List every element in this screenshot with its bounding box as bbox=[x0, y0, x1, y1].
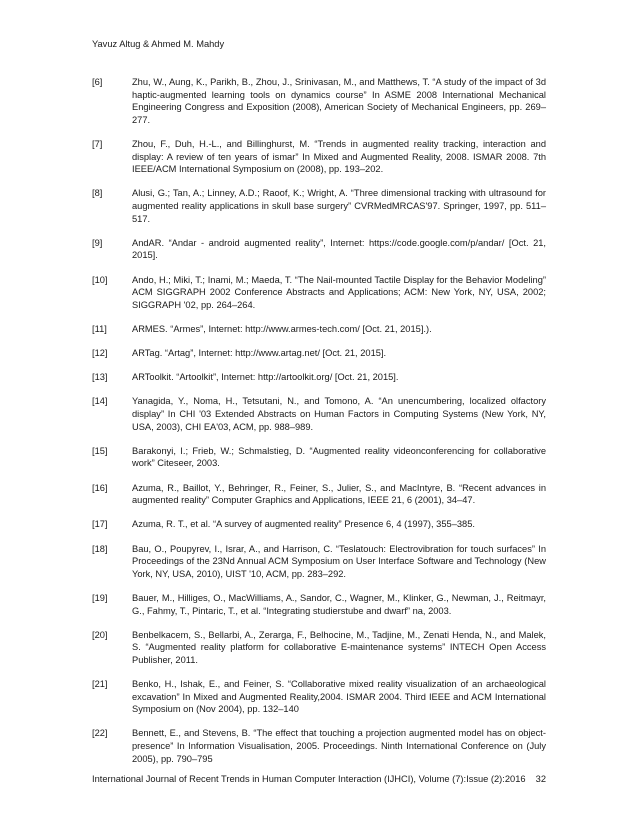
reference-number: [15] bbox=[92, 445, 108, 456]
reference-text: ARToolkit. “Artoolkit”, Internet: http://artoolkit.org/ [Oct. 21, 2015]. bbox=[132, 372, 399, 383]
running-footer bbox=[92, 773, 546, 785]
reference-item bbox=[92, 482, 546, 507]
reference-item bbox=[92, 76, 546, 126]
reference-text: Azuma, R., Baillot, Y., Behringer, R., Feiner, S., Julier, S., and MacIntyre, B. “Recent advances in augmented reality” Computer Graphics and Applications, IEEE 21, 6 (2001), 34–47. bbox=[132, 482, 546, 506]
reference-number: [12] bbox=[92, 348, 108, 359]
reference-number: [22] bbox=[92, 728, 108, 739]
reference-item bbox=[92, 543, 546, 581]
reference-text: Bauer, M., Hilliges, O., MacWilliams, A., Sandor, C., Wagner, M., Klinker, G., Newman, J., Reitmayr, G., Fahmy, T., Pintaric, T., et al. “Integrating studierstube and dwarf” na, 2003. bbox=[132, 592, 546, 616]
reference-item bbox=[92, 727, 546, 765]
reference-text: Zhou, F., Duh, H.-L., and Billinghurst, M. “Trends in augmented reality tracking, interaction and display: A review of ten years of ismar” In Mixed and Augmented Reality, 2008. ISMAR 2008. 7th IEEE/ACM International Symposium on (2008), pp. 193–202. bbox=[132, 138, 546, 175]
reference-number: [7] bbox=[92, 138, 103, 149]
reference-item bbox=[92, 187, 546, 225]
journal-citation: International Journal of Recent Trends in Human Computer Interaction (IJHCI), Volume (7):Issue (2):2016 bbox=[92, 774, 526, 784]
reference-text: Benko, H., Ishak, E., and Feiner, S. “Collaborative mixed reality visualization of an archaeological excavation” In Mixed and Augmented Reality,2004. ISMAR 2004. Third IEEE and ACM International Symposium on (Nov 2004), pp. 132–140 bbox=[132, 679, 546, 715]
reference-item bbox=[92, 371, 546, 384]
reference-item bbox=[92, 138, 546, 176]
reference-text: ARTag. “Artag”, Internet: http://www.artag.net/ [Oct. 21, 2015]. bbox=[132, 348, 387, 359]
reference-text: Bau, O., Poupyrev, I., Israr, A., and Harrison, C. “Teslatouch: Electrovibration for touch surfaces” In Proceedings of the 23Nd Annual ACM Symposium on User Interface Software and Technology (New York, NY, USA, 2010), UIST '10, ACM, pp. 283–292. bbox=[132, 543, 546, 579]
reference-item bbox=[92, 237, 546, 262]
reference-text: Azuma, R. T., et al. “A survey of augmented reality” Presence 6, 4 (1997), 355–385. bbox=[132, 519, 475, 530]
reference-number: [8] bbox=[92, 188, 103, 199]
reference-number: [6] bbox=[92, 77, 103, 87]
reference-item bbox=[92, 592, 546, 617]
reference-text: Barakonyi, I.; Frieb, W.; Schmalstieg, D. “Augmented reality videonconferencing for collaborative work” Citeseer, 2003. bbox=[132, 445, 546, 469]
reference-item bbox=[92, 395, 546, 433]
reference-text: Ando, H.; Miki, T.; Inami, M.; Maeda, T. “The Nail-mounted Tactile Display for the Behavior Modeling” ACM SIGGRAPH 2002 Conference Abstracts and Applications; ACM: New York, NY, USA, 2002; SIGGRAPH '02, pp. 264–264. bbox=[132, 274, 546, 310]
reference-number: [9] bbox=[92, 237, 103, 248]
reference-list bbox=[92, 76, 546, 777]
reference-item bbox=[92, 323, 546, 336]
running-header: Yavuz Altug & Ahmed M. Mahdy bbox=[92, 39, 225, 49]
reference-item bbox=[92, 518, 546, 531]
reference-item bbox=[92, 678, 546, 716]
reference-item bbox=[92, 347, 546, 360]
reference-number: [16] bbox=[92, 482, 108, 493]
reference-text: Benbelkacem, S., Bellarbi, A., Zerarga, F., Belhocine, M., Tadjine, M., Zenati Henda, N., and Malek, S. “Augmented reality platform for collaborative E-maintenance systems” INTECH Open Access Publisher, 2011. bbox=[132, 629, 546, 665]
reference-number: [20] bbox=[92, 629, 108, 640]
reference-number: [18] bbox=[92, 543, 108, 554]
page-number: 32 bbox=[535, 774, 546, 784]
reference-number: [19] bbox=[92, 592, 108, 603]
reference-text: AndAR. “Andar - android augmented reality”, Internet: https://code.google.com/p/andar/ [Oct. 21, 2015]. bbox=[132, 237, 546, 261]
reference-number: [21] bbox=[92, 679, 108, 690]
reference-text: Yanagida, Y., Noma, H., Tetsutani, N., and Tomono, A. “An unencumbering, localized olfactory display” In CHI '03 Extended Abstracts on Human Factors in Computing Systems (New York, NY, USA, 2003), CHI EA'03, ACM, pp. 988–989. bbox=[132, 396, 546, 432]
reference-number: [14] bbox=[92, 396, 108, 407]
reference-text: Zhu, W., Aung, K., Parikh, B., Zhou, J., Srinivasan, M., and Matthews, T. “A study of the impact of 3d haptic-augmented learning tools on dynamics course” In ASME 2008 International Mechanical Engineering Congress and Exposition (2008), American Society of Mechanical Engineers, pp. 269–277. bbox=[132, 77, 546, 125]
reference-number: [13] bbox=[92, 372, 108, 383]
reference-item bbox=[92, 445, 546, 470]
reference-text: Alusi, G.; Tan, A.; Linney, A.D.; Raoof, K.; Wright, A. “Three dimensional tracking with ultrasound for augmented reality applications in skull base surgery” CVRMedMRCAS'97. Springer, 1997, pp. 511–517. bbox=[132, 188, 546, 224]
reference-number: [11] bbox=[92, 323, 107, 334]
reference-item bbox=[92, 629, 546, 667]
reference-number: [10] bbox=[92, 274, 108, 285]
reference-text: Bennett, E., and Stevens, B. “The effect that touching a projection augmented model has on object-presence” In Information Visualisation, 2005. Proceedings. Ninth International Conference on (July 2005), pp. 790–795 bbox=[132, 728, 546, 764]
reference-text: ARMES. “Armes”, Internet: http://www.armes-tech.com/ [Oct. 21, 2015].). bbox=[132, 323, 432, 334]
reference-number: [17] bbox=[92, 519, 108, 530]
reference-item bbox=[92, 274, 546, 312]
